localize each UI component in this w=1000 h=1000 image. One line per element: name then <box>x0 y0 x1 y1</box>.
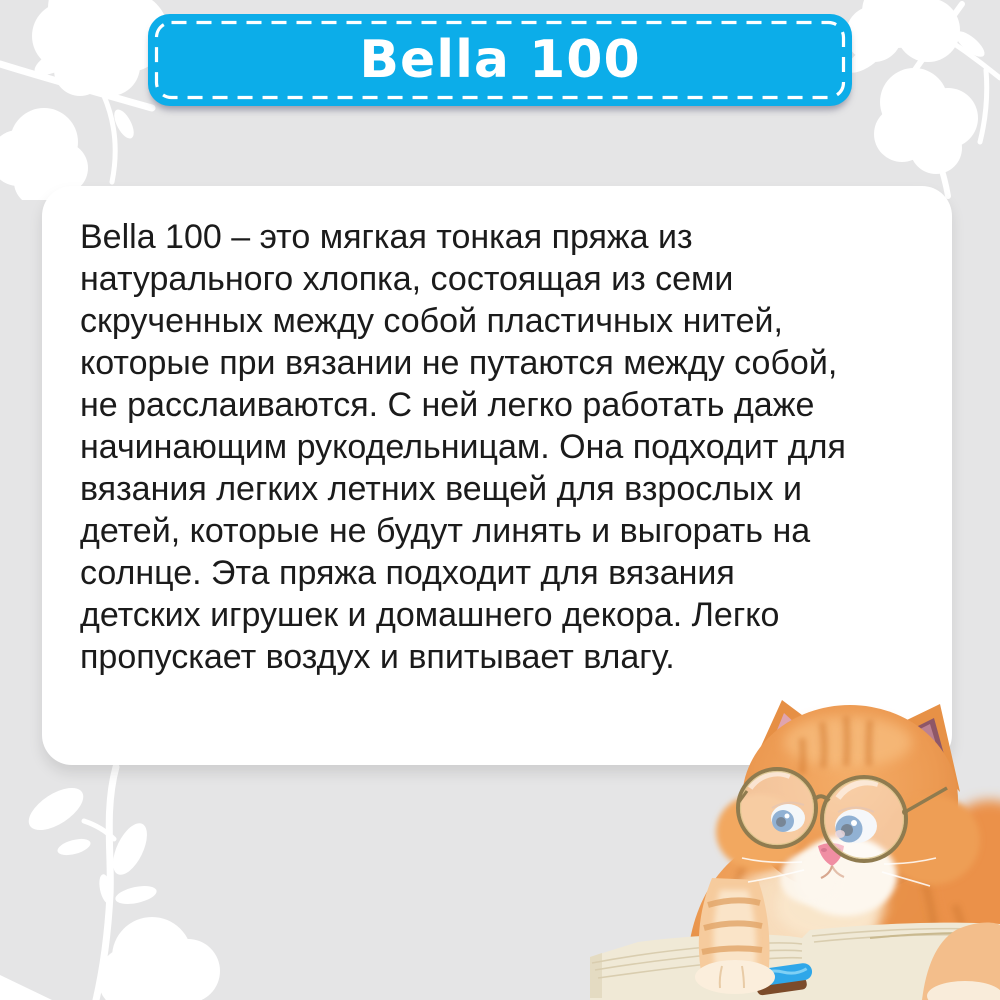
description-line: начинающим рукодельницам. Она подходит для <box>80 428 846 466</box>
description-line: не расслаиваются. С ней легко работать даже <box>80 386 815 424</box>
description-card <box>42 186 952 765</box>
description-line: которые при вязании не путаются между собой, <box>80 344 838 382</box>
description-line: детей, которые не будут линять и выгорать на <box>80 512 811 550</box>
description-line: скрученных между собой пластичных нитей, <box>80 302 783 340</box>
description-line: солнце. Эта пряжа подходит для вязания <box>80 554 735 592</box>
description-line: вязания легких летних вещей для взрослых и <box>80 470 802 508</box>
kitten-illustration <box>450 680 1000 1000</box>
title-banner <box>148 14 852 106</box>
description-text <box>80 216 922 678</box>
product-title: Bella 100 <box>359 30 641 90</box>
floral-bottom-left-icon <box>0 765 235 1000</box>
description-line: натурального хлопка, состоящая из семи <box>80 260 734 298</box>
description-line: пропускает воздух и впитывает влагу. <box>80 638 675 676</box>
description-line: детских игрушек и домашнего декора. Легко <box>80 596 780 634</box>
description-line: Bella 100 – это мягкая тонкая пряжа из <box>80 218 693 256</box>
